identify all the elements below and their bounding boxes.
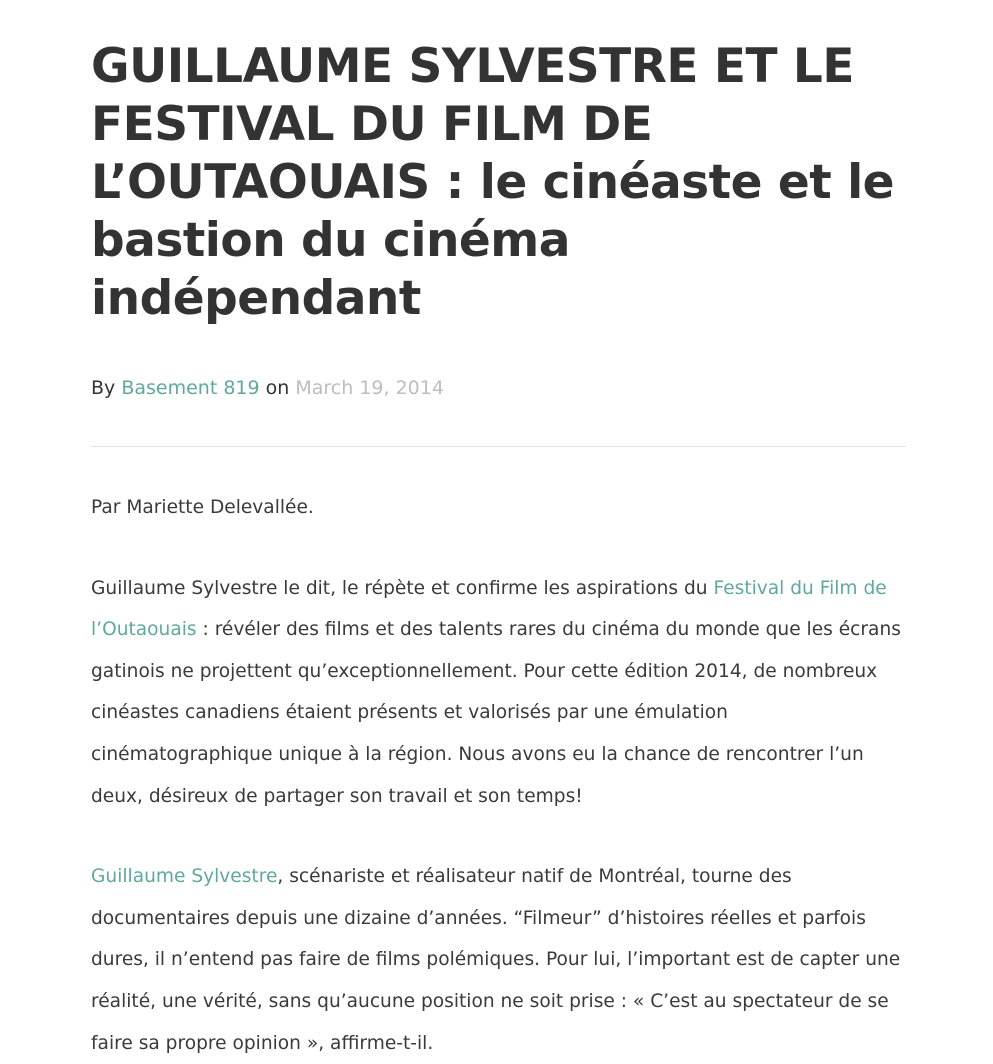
paragraph-1-text-after: : révéler des films et des talents rares du cinéma du monde que les écrans gatinois ne projettent qu’exceptionnellement. Pour cette édition 2014, de nombreux cinéastes canadiens étaient présents et valorisés par une émulation cinématographique unique à la région. Nous avons eu la chance de rencontrer l’un deux, désireux de partager son travail et son temps! bbox=[91, 619, 901, 807]
publish-date: March 19, 2014 bbox=[295, 377, 444, 399]
author-link[interactable]: Basement 819 bbox=[121, 377, 260, 399]
byline bbox=[91, 376, 906, 400]
paragraph-1-text-before: Guillaume Sylvestre le dit, le répète et confirme les aspirations du bbox=[91, 577, 708, 599]
byline-connector: on bbox=[265, 377, 290, 399]
paragraph-1 bbox=[91, 568, 906, 818]
article bbox=[91, 38, 906, 1064]
byline-prefix: By bbox=[91, 377, 116, 399]
divider bbox=[91, 446, 906, 447]
article-body bbox=[91, 487, 906, 1064]
article-author-line: Par Mariette Delevallée. bbox=[91, 497, 314, 518]
article-title: GUILLAUME SYLVESTRE ET LE FESTIVAL DU FILM DE L’OUTAOUAIS : le cinéaste et le bastion du cinéma indépendant bbox=[91, 39, 895, 326]
paragraph-2-text-after: , scénariste et réalisateur natif de Montréal, tourne des documentaires depuis une dizaine d’années. “Filmeur” d’histoires réelles et parfois dures, il n’entend pas faire de films polémiques. Pour lui, l’important est de capter une réalité, une vérité, sans qu’aucune position ne soit prise : « C’est au spectateur de se faire sa propre opinion », affirme-t-il. bbox=[91, 866, 901, 1054]
guillaume-sylvestre-link[interactable]: Guillaume Sylvestre bbox=[91, 866, 278, 888]
festival-link[interactable]: Festival du Film de l’Outaouais bbox=[91, 577, 887, 641]
paragraph-2 bbox=[91, 856, 906, 1064]
